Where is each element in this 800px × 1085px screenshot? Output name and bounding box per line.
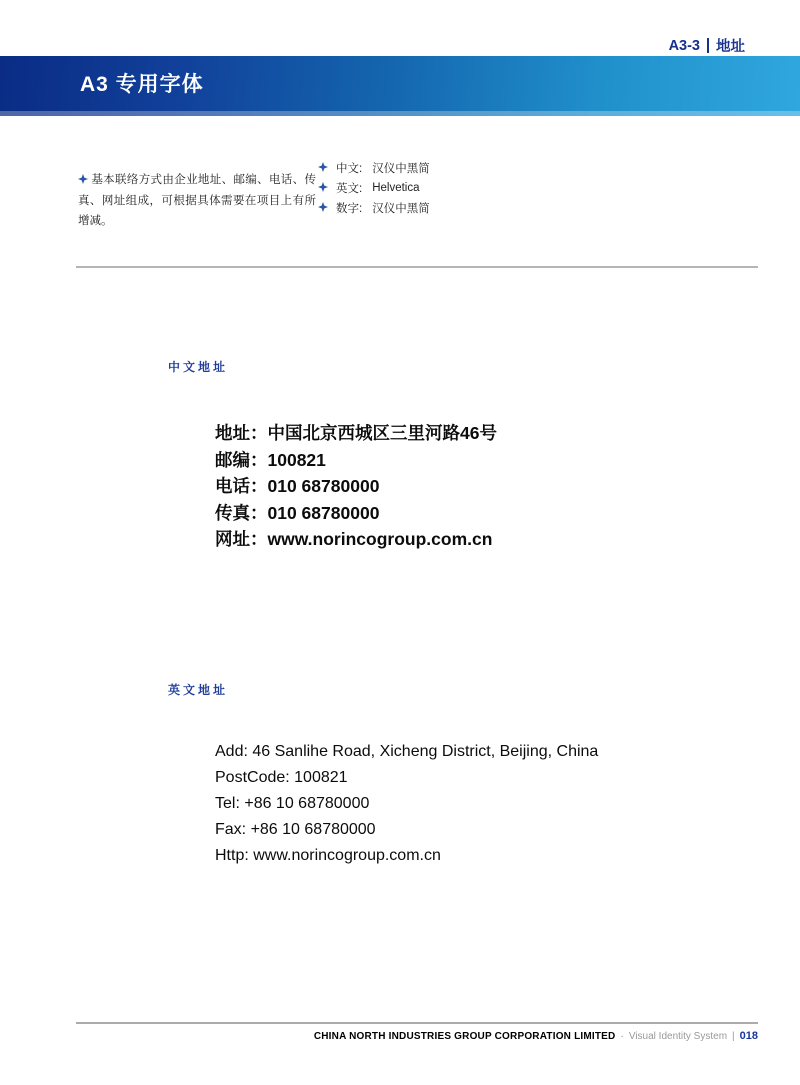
font-spec-row <box>318 178 430 198</box>
address-line: PostCode: 100821 <box>215 769 348 786</box>
chinese-address-heading: 中文地址 <box>168 360 229 374</box>
section-tag <box>669 35 745 56</box>
cross-marker-icon <box>78 171 88 191</box>
page-number: 018 <box>739 1030 758 1042</box>
footer-separator: · <box>620 1031 624 1042</box>
font-spec-row <box>318 158 430 178</box>
english-address-block <box>215 739 598 869</box>
intro-text: 基本联络方式由企业地址、邮编、电话、传真、网址组成，可根据具体需要在项目上有所增减。 <box>78 173 316 227</box>
title-bar <box>0 56 800 116</box>
font-spec-row <box>318 198 430 218</box>
content-divider <box>76 266 758 268</box>
address-line: Tel: +86 10 68780000 <box>215 795 370 812</box>
address-line: Add: 46 Sanlihe Road, Xicheng District, Beijing, China <box>215 743 599 760</box>
section-code: A3-3 <box>668 37 700 54</box>
english-address-heading: 英文地址 <box>168 683 229 697</box>
font-spec-value: Helvetica <box>372 182 420 194</box>
font-spec-value: 汉仪中黑简 <box>372 203 430 215</box>
section-tag-divider <box>707 38 709 53</box>
chinese-address-block <box>215 420 497 553</box>
intro-paragraph <box>78 170 316 231</box>
font-spec-label: 中文: <box>336 163 363 175</box>
footer <box>314 1030 758 1042</box>
cross-marker-icon <box>318 182 328 195</box>
address-line: Http: www.norincogroup.com.cn <box>215 847 441 864</box>
font-spec-list <box>318 158 430 218</box>
font-spec-label: 英文: <box>336 183 363 195</box>
cross-marker-icon <box>318 162 328 175</box>
address-line: 网址：www.norincogroup.com.cn <box>215 529 493 549</box>
font-spec-value: 汉仪中黑简 <box>372 163 430 175</box>
footer-system-name: Visual Identity System <box>628 1031 728 1042</box>
section-label-text: 地址 <box>716 39 745 55</box>
address-line: 地址：中国北京西城区三里河路46号 <box>215 423 497 443</box>
page-title: A3 专用字体 <box>80 73 204 96</box>
address-line: Fax: +86 10 68780000 <box>215 821 376 838</box>
address-line: 传真：010 68780000 <box>215 502 380 523</box>
footer-pipe: | <box>732 1031 735 1042</box>
cross-marker-icon <box>318 202 328 215</box>
font-spec-label: 数字: <box>336 203 363 215</box>
address-line: 电话：010 68780000 <box>215 476 380 496</box>
address-line: 邮编：100821 <box>215 449 326 470</box>
footer-company-name: CHINA NORTH INDUSTRIES GROUP CORPORATION LIMITED <box>313 1031 616 1042</box>
footer-divider <box>76 1022 758 1024</box>
